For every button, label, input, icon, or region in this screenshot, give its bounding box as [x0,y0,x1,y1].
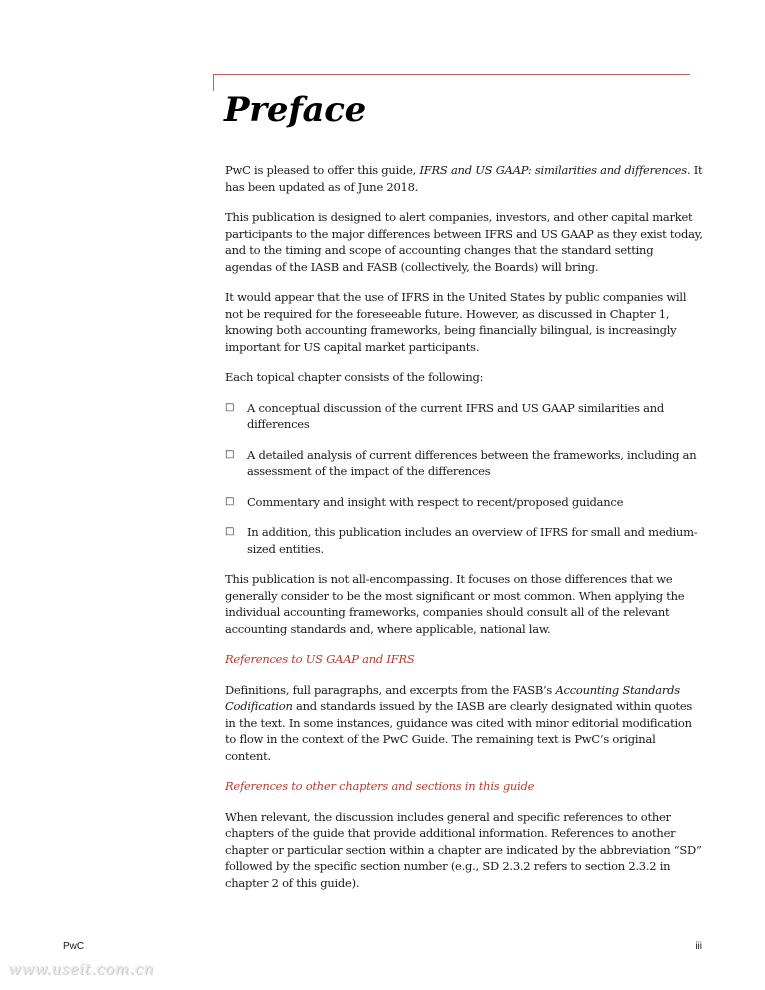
header-rule-tick [213,74,214,91]
codification-title: Accounting Standards Codification [225,682,680,713]
outlook-paragraph: It would appear that the use of IFRS in the United States by public companies will not be required for the foreseeable future. However, as discussed in Chapter 1, knowing both accounting frameworks, being financially bilingual, is increasingly important for US capital market participants. [225,290,687,354]
purpose-paragraph: This publication is designed to alert companies, investors, and other capital market participants to the major differences between IFRS and US GAAP as they exist today, and to the timing and scope of accounting changes that the standard setting agendas of the IASB and FASB (collectively, the Boards) will bring. [225,210,703,274]
intro-lead: PwC is pleased to offer this guide, [225,163,420,177]
list-item [225,494,703,511]
bullet-square-icon: □ [225,495,235,507]
cross-references-heading: References to other chapters and sections in this guide [225,779,535,793]
intro-tail: . It has been updated as of June 2018. [225,163,703,194]
footer-brand: PwC [63,941,85,952]
list-item [225,524,703,557]
references-heading: References to US GAAP and IFRS [225,652,415,666]
references-lead: Definitions, full paragraphs, and excerpts from the FASB’s [225,682,556,697]
scope-paragraph: This publication is not all-encompassing. It focuses on those differences that we generally consider to be the most significant or most common. When applying the individual accounting frameworks, companies should consult all of the relevant accounting standards and, where applicable, national law. [225,572,685,636]
page-title: Preface [224,90,367,130]
intro-paragraph [225,162,703,195]
chapter-intro-paragraph: Each topical chapter consists of the following: [225,370,484,384]
list-item-text: A conceptual discussion of the current IFRS and US GAAP similarities and differences [247,400,665,431]
list-item-text: A detailed analysis of current differences between the frameworks, including an assessment of the impact of the differences [247,447,697,478]
cross-references-paragraph: When relevant, the discussion includes general and specific references to other chapters of the guide that provide additional information. References to another chapter or particular section within a chapter are indicated by the abbreviation “SD” followed by the specific section number (e.g., SD 2.3.2 refers to section 2.3.2 in chapter 2 of this guide). [225,809,702,890]
watermark: www.useit.com.cn [8,960,154,978]
list-item-text: In addition, this publication includes an overview of IFRS for small and medium-sized entities. [247,525,698,556]
bullet-square-icon: □ [225,448,235,460]
page-number: iii [695,941,702,952]
document-body [225,162,703,905]
list-item [225,447,703,480]
list-item-text: Commentary and insight with respect to recent/proposed guidance [247,494,624,509]
references-tail: and standards issued by the IASB are clearly designated within quotes in the text. In some instances, guidance was cited with minor editorial modification to flow in the context of the PwC Guide. The remaining text is PwC’s original content. [225,699,693,763]
header-rule [213,74,690,75]
bullet-square-icon: □ [225,526,235,537]
bullet-square-icon: □ [225,401,235,413]
chapter-contents-list [225,400,703,558]
references-paragraph [225,682,703,765]
guide-title: IFRS and US GAAP: similarities and differences [419,163,687,177]
list-item [225,400,703,433]
